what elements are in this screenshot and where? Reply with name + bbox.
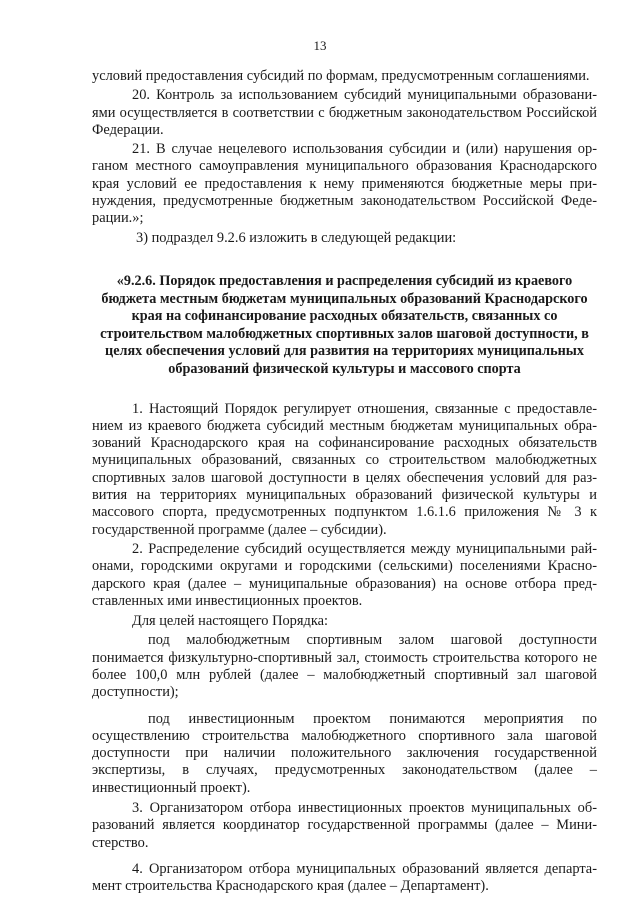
- document-body: [92, 68, 597, 896]
- section-heading: «9.2.6. Порядок предоставления и распределения субсидий из краевого бюджета местным бюджетам муниципальных образований Краснодарского края на софинансирование расходных обязательств, связанных со строительством малобюджетных спортивных залов шаговой доступности, в целях обеспечения условий для развития на территориях муниципальных образований физической культуры и массового спорта: [100, 272, 589, 377]
- paragraph-20: 20. Контроль за использованием субсидий муниципальными образованиями осуществляется в соответствии с бюджетным законодательством Российской Федерации.: [92, 87, 597, 138]
- page-number: 13: [313, 38, 327, 53]
- paragraph-purposes: Для целей настоящего Порядка:: [132, 613, 328, 630]
- paragraph-3: 3. Организатором отбора инвестиционных проектов муниципальных образований является координатор государственной программы (далее – Министерство.: [92, 800, 597, 851]
- paragraph-definition-hall: под малобюджетным спортивным залом шаговой доступности понимается физкультурно-спортивный зал, стоимость строительства которого не более 100,0 млн рублей (далее – малобюджетный спортивный зал шаговой доступности);: [92, 632, 597, 701]
- list-item-3: 3) подраздел 9.2.6 изложить в следующей редакции:: [136, 229, 457, 246]
- paragraph-continuation: условий предоставления субсидий по формам, предусмотренным соглашениями.: [92, 68, 590, 84]
- paragraph-2: 2. Распределение субсидий осуществляется между муниципальными районами, городскими округами и городскими (сельскими) поселениями Краснодарского края (далее – муниципальные образования) на основе отбора представленных ими инвестиционных проектов.: [92, 540, 597, 609]
- paragraph-21: 21. В случае нецелевого использования субсидии и (или) нарушения органом местного самоуправления муниципального образования Краснодарского края условий ее предоставления к нему применяются бюджетные меры принуждения, предусмотренные бюджетным законодательством Российской Федерации.»;: [92, 141, 597, 227]
- paragraph-4: 4. Организатором отбора муниципальных образований является департамент строительства Краснодарского края (далее – Департамент).: [92, 860, 597, 895]
- paragraph-definition-project: под инвестиционным проектом понимаются мероприятия по осуществлению строительства малобюджетного спортивного зала шаговой доступности при наличии положительного заключения государственной экспертизы, в случаях, предусмотренных законодательством (далее – инвестиционный проект).: [92, 710, 597, 796]
- paragraph-1: 1. Настоящий Порядок регулирует отношения, связанные с предоставлением из краевого бюджета субсидий местным бюджетам муниципальных образований Краснодарского края на софинансирование расходных обязательств муниципальных образований, связанных со строительством малобюджетных спортивных залов шаговой доступности в целях обеспечения условий для развития на территориях муниципальных образований физической культуры и массового спорта, предусмотренных подпунктом 1.6.1.6 приложения № 3 к государственной программе (далее – субсидии).: [92, 400, 597, 538]
